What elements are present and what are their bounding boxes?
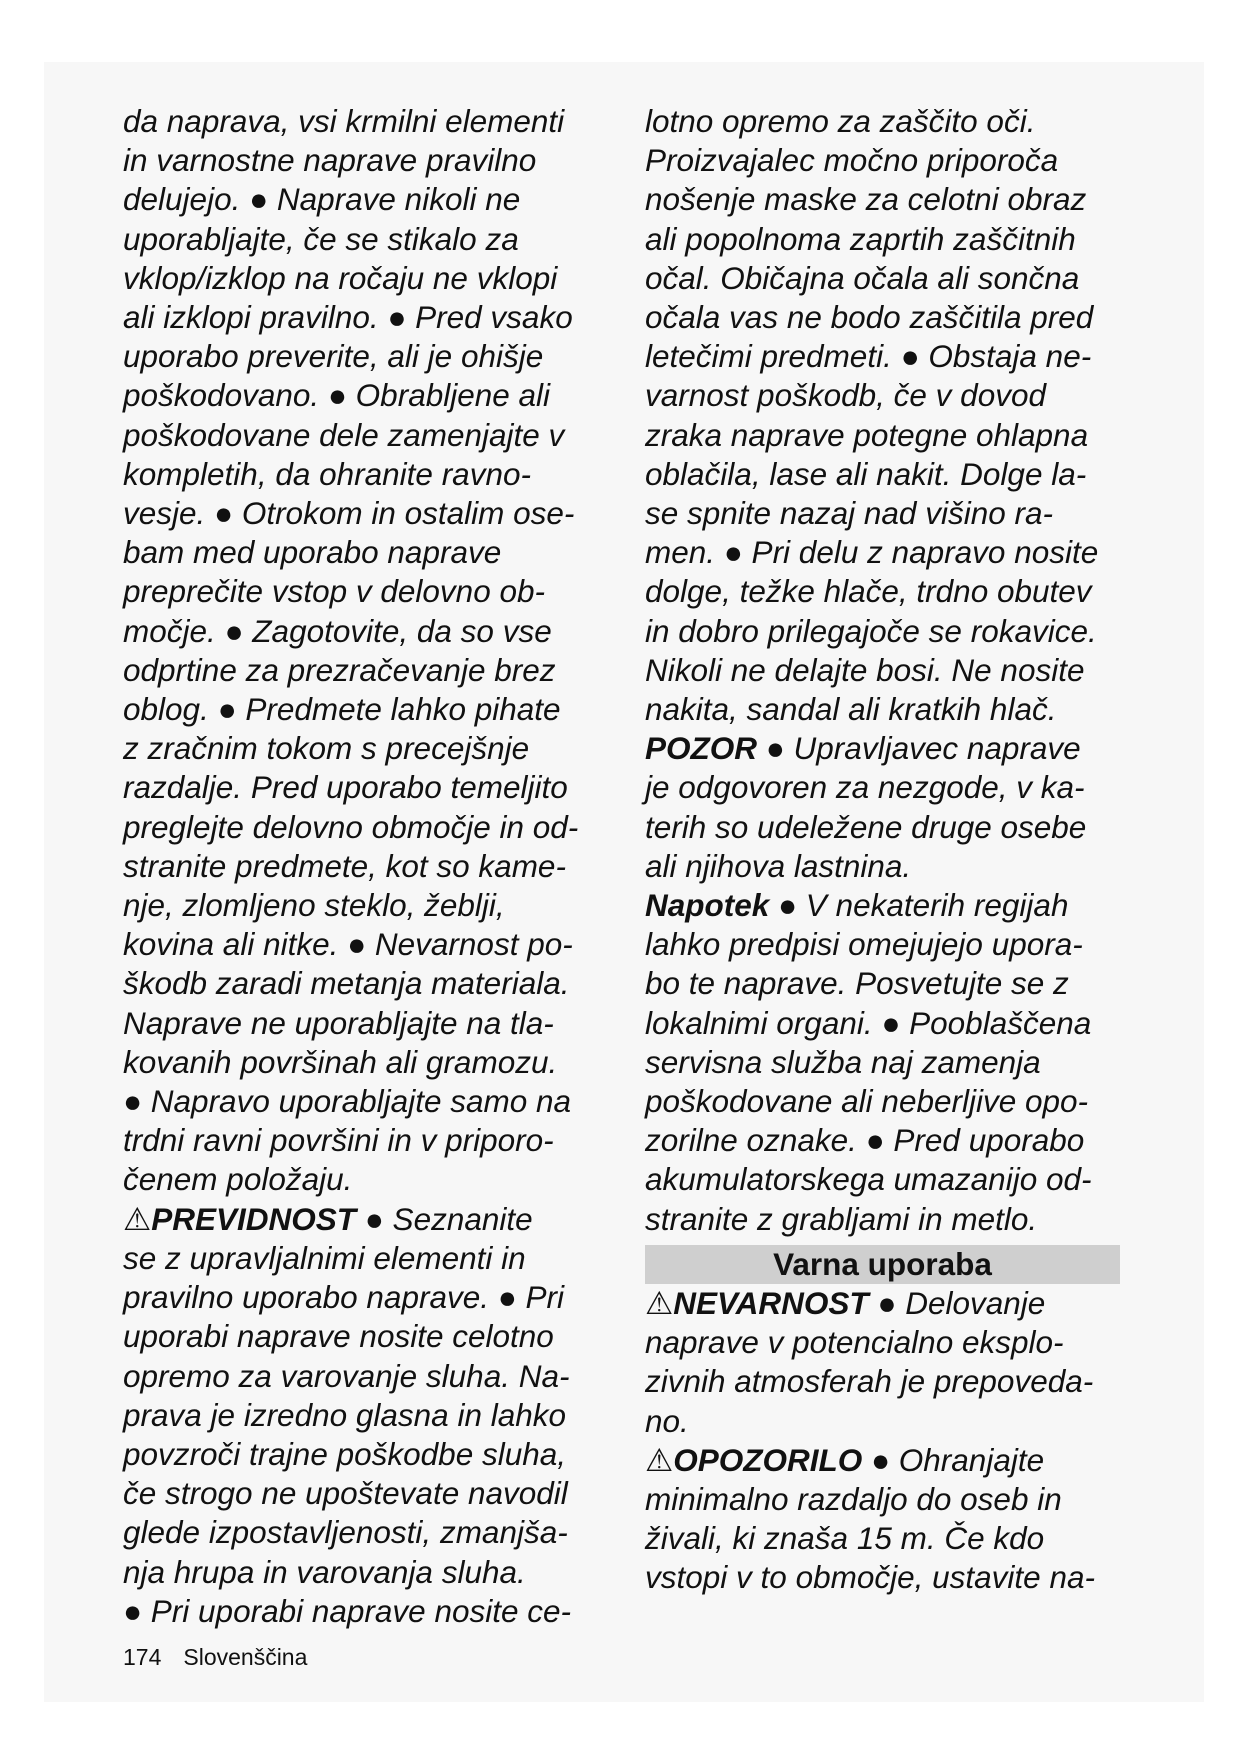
text-line: delujejo. ● Naprave nikoli ne [123, 181, 521, 218]
section-heading-varna-uporaba: Varna uporaba [645, 1245, 1120, 1284]
left-paragraph-general [123, 102, 603, 1200]
text-line: stranite z grabljami in metlo. [645, 1200, 1038, 1237]
page-number: 174 [123, 1644, 162, 1670]
text-line [645, 886, 1125, 925]
text-line: poškodovane dele zamenjajte v [123, 416, 565, 453]
text-fragment: ● Upravljavec naprave [757, 730, 1081, 767]
text-line: no. [645, 1402, 689, 1439]
text-fragment: ● Delovanje [868, 1284, 1046, 1321]
text-line: kovanih površinah ali gramozu. [123, 1043, 558, 1080]
text-fragment: ● Seznanite [356, 1200, 533, 1237]
text-line: glede izpostavljenosti, zmanjša- [123, 1514, 568, 1551]
text-line: terih so udeležene druge osebe [645, 808, 1087, 845]
text-line: je odgovoren za nezgode, v ka- [645, 769, 1085, 806]
footer-language: Slovenščina [183, 1644, 308, 1670]
text-line: močje. ● Zagotovite, da so vse [123, 612, 552, 649]
text-line: trdni ravni površini in v priporo- [123, 1122, 554, 1159]
text-line: ali njihova lastnina. [645, 847, 912, 884]
text-line: akumulatorskega umazanijo od- [645, 1161, 1092, 1198]
opozorilo-paragraph [645, 1441, 1125, 1598]
text-line: škodb zaradi metanja materiala. [123, 965, 570, 1002]
text-line: lokalnimi organi. ● Pooblaščena [645, 1004, 1092, 1041]
pozor-paragraph [645, 729, 1125, 886]
text-line: poškodovano. ● Obrabljene ali [123, 377, 551, 414]
right-paragraph-general [645, 102, 1125, 729]
text-line: men. ● Pri delu z napravo nosite [645, 534, 1099, 571]
text-line: očal. Običajna očala ali sončna [645, 259, 1080, 296]
text-line [645, 1441, 1125, 1480]
text-line [645, 729, 1125, 768]
text-line: lotno opremo za zaščito oči. [645, 103, 1036, 139]
text-line: ali popolnoma zaprtih zaščitnih [645, 220, 1076, 257]
text-line: z zračnim tokom s precejšnje [123, 730, 530, 767]
text-line: in dobro prilegajoče se rokavice. [645, 612, 1097, 649]
text-line: zivnih atmosferah je prepoveda- [645, 1363, 1094, 1400]
text-line: ● Pri uporabi naprave nosite ce- [123, 1592, 572, 1629]
text-line: bo te naprave. Posvetujte se z [645, 965, 1069, 1002]
text-line: nošenje maske za celotni obraz [645, 181, 1087, 218]
text-line: minimalno razdaljo do oseb in [645, 1480, 1062, 1517]
text-line: odprtine za prezračevanje brez [123, 651, 556, 688]
text-line: čenem položaju. [123, 1161, 353, 1198]
text-line: uporabi naprave nosite celotno [123, 1318, 554, 1355]
text-line: da naprava, vsi krmilni elementi [123, 103, 565, 139]
page-footer [123, 1642, 307, 1672]
text-line: Proizvajalec močno priporoča [645, 142, 1059, 179]
text-line: kovina ali nitke. ● Nevarnost po- [123, 926, 573, 963]
text-line: bam med uporabo naprave [123, 534, 502, 571]
text-line: opremo za varovanje sluha. Na- [123, 1357, 570, 1394]
text-line: letečimi predmeti. ● Obstaja ne- [645, 338, 1092, 375]
text-line: preglejte delovno območje in od- [123, 808, 579, 845]
text-line: in varnostne naprave pravilno [123, 142, 537, 179]
text-line: se z upravljalnimi elementi in [123, 1239, 526, 1276]
text-line: servisna služba naj zamenja [645, 1043, 1041, 1080]
right-column [645, 102, 1125, 1598]
previdnost-keyword: ⚠PREVIDNOST [123, 1200, 357, 1237]
text-line: razdalje. Pred uporabo temeljito [123, 769, 568, 806]
text-line: vstopi v to območje, ustavite na- [645, 1559, 1095, 1596]
previdnost-paragraph [123, 1200, 603, 1631]
text-line: nja hrupa in varovanja sluha. [123, 1553, 526, 1590]
text-line: Naprave ne uporabljajte na tla- [123, 1004, 554, 1041]
text-line: stranite predmete, kot so kame- [123, 847, 566, 884]
opozorilo-keyword: ⚠OPOZORILO [645, 1441, 863, 1478]
text-line: vklop/izklop na ročaju ne vklopi [123, 259, 558, 296]
text-fragment: ● Ohranjajte [862, 1441, 1045, 1478]
text-line: poškodovane ali neberljive opo- [645, 1083, 1089, 1120]
text-line: zorilne oznake. ● Pred uporabo [645, 1122, 1085, 1159]
text-line: oblog. ● Predmete lahko pihate [123, 691, 561, 728]
text-line: ali izklopi pravilno. ● Pred vsako [123, 299, 573, 336]
text-line: varnost poškodb, če v dovod [645, 377, 1046, 414]
text-line: dolge, težke hlače, trdno obutev [645, 573, 1092, 610]
text-line: Nikoli ne delajte bosi. Ne nosite [645, 651, 1085, 688]
text-line: se spnite nazaj nad višino ra- [645, 495, 1053, 532]
text-line: povzroči trajne poškodbe sluha, [123, 1435, 567, 1472]
text-line: živali, ki znaša 15 m. Če kdo [645, 1520, 1045, 1557]
left-column [123, 102, 603, 1631]
text-line: kompletih, da ohranite ravno- [123, 455, 531, 492]
napotek-paragraph [645, 886, 1125, 1239]
text-line: naprave v potencialno eksplo- [645, 1324, 1064, 1361]
text-line: očala vas ne bodo zaščitila pred [645, 299, 1094, 336]
text-line [645, 1284, 1125, 1323]
text-line: ● Napravo uporabljajte samo na [123, 1083, 572, 1120]
nevarnost-paragraph [645, 1284, 1125, 1441]
text-line: nje, zlomljeno steklo, žeblji, [123, 887, 505, 924]
text-line: lahko predpisi omejujejo upora- [645, 926, 1083, 963]
text-line: oblačila, lase ali nakit. Dolge la- [645, 455, 1087, 492]
text-fragment: ● V nekaterih regijah [769, 887, 1069, 924]
text-line: pravilno uporabo naprave. ● Pri [123, 1279, 565, 1316]
text-line: uporabljajte, če se stikalo za [123, 220, 519, 257]
nevarnost-keyword: ⚠NEVARNOST [645, 1284, 869, 1321]
text-line [123, 1200, 603, 1239]
text-line: vesje. ● Otrokom in ostalim ose- [123, 495, 575, 532]
text-line: uporabo preverite, ali je ohišje [123, 338, 544, 375]
text-line: zraka naprave potegne ohlapna [645, 416, 1089, 453]
text-line: če strogo ne upoštevate navodil [123, 1475, 568, 1512]
pozor-keyword: POZOR [645, 730, 758, 767]
text-line: nakita, sandal ali kratkih hlač. [645, 691, 1057, 728]
text-line: prava je izredno glasna in lahko [123, 1396, 567, 1433]
napotek-keyword: Napotek [645, 887, 770, 924]
text-line: preprečite vstop v delovno ob- [123, 573, 545, 610]
